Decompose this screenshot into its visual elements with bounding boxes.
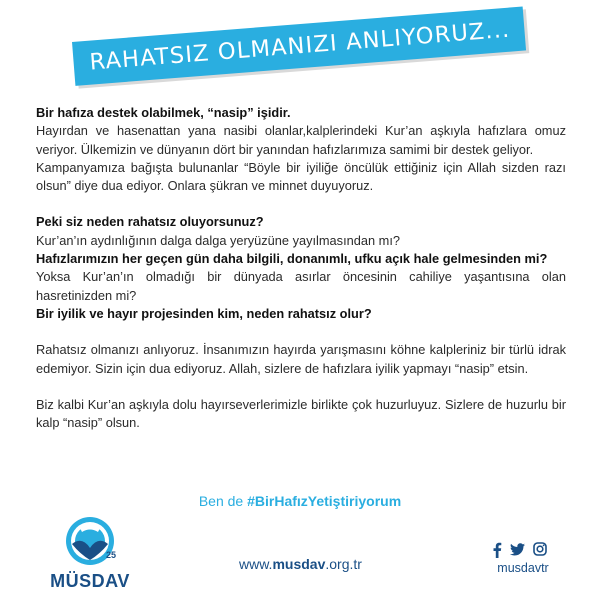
website-link[interactable] xyxy=(239,556,362,572)
paragraph-2: Kampanyamıza bağışta bulunanlar “Böyle bir iyiliğe öncülük ettiğiniz için Allah sizden razı olsun” diye dua ediyor. Onlara şükran ve minnet duyuyoruz. xyxy=(36,159,566,194)
question-2-text: Yoksa Kur’an’ın olmadığı bir dünyada asırlar öncesinin cahiliye yaşantısına olan hasretinizden mi? xyxy=(36,269,566,303)
social-icons xyxy=(486,542,556,560)
question-1-text: Kur’an’ın aydınlığının dalga dalga yeryüzüne yayılmasından mı? xyxy=(36,232,400,248)
website-prefix: www. xyxy=(239,556,273,572)
logo-emblem-icon xyxy=(42,514,138,574)
logo-name: MÜSDAV xyxy=(50,571,130,591)
instagram-icon[interactable] xyxy=(533,542,547,556)
website-suffix: .org.tr xyxy=(325,556,362,572)
logo-badge: 25 xyxy=(106,550,117,560)
hashtag[interactable]: #BirHafızYetiştiriyorum xyxy=(247,493,402,509)
social-handle[interactable]: musdavtr xyxy=(497,561,549,575)
website-domain: musdav xyxy=(272,556,326,572)
title-banner xyxy=(72,7,526,86)
musdav-logo[interactable] xyxy=(42,514,138,592)
paragraph-1: Hayırdan ve hasenattan yana nasibi olanlar,kalplerindeki Kur’an aşkıyla hafızlara omuz veriyor. Ülkemizin ve dünyanın dört bir yanından hafızlarımıza samimi bir destek geliyor. xyxy=(36,123,566,157)
paragraph-3: Rahatsız olmanızı anlıyoruz. İnsanımızın hayırda yarışmasını köhne kalpleriniz bir türlü idrak edemiyor. Sizin için dua ediyoruz. Allah, sizlere de hafızlara iyilik yapmayı “nasip” etsin. xyxy=(36,342,566,376)
question-2: Hafızlarımızın her geçen gün daha bilgili, donanımlı, ufku açık hale gelmesinden mi? xyxy=(36,251,548,267)
question-1: Peki siz neden rahatsız oluyorsunuz? xyxy=(36,214,264,230)
question-3: Bir iyilik ve hayır projesinden kim, neden rahatsız olur? xyxy=(36,305,372,321)
banner-background xyxy=(72,7,526,86)
hashtag-line xyxy=(0,493,600,509)
banner-title: RAHATSIZ OLMANIZI ANLIYORUZ... xyxy=(88,16,512,76)
hashtag-prefix: Ben de xyxy=(198,493,248,509)
twitter-icon[interactable] xyxy=(510,543,525,556)
paragraph-4: Biz kalbi Kur’an aşkıyla dolu hayırseverlerimizle birlikte çok huzurluyuz. Sizlere de huzurlu bir kalp “nasip” olsun. xyxy=(36,396,566,431)
facebook-icon[interactable] xyxy=(492,542,502,558)
body-text xyxy=(36,104,566,432)
heading-nasip: Bir hafıza destek olabilmek, “nasip” işidir. xyxy=(36,105,291,120)
